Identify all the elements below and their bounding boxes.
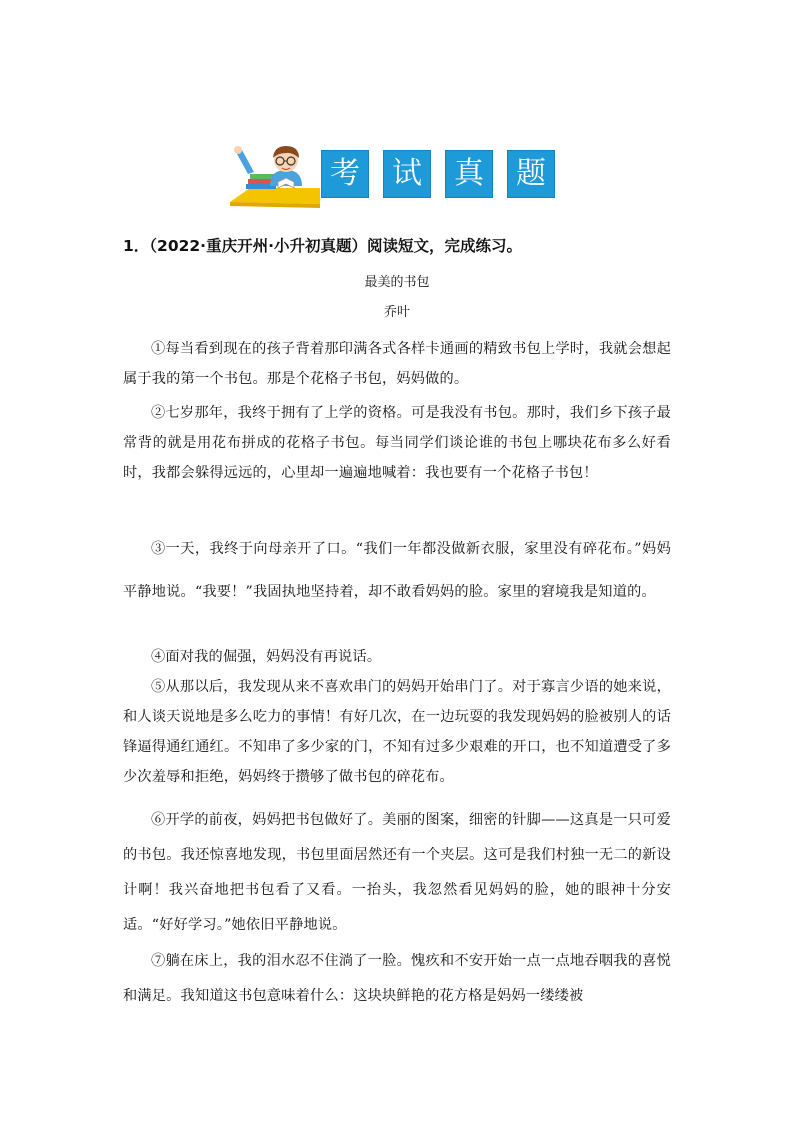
banner-title-char: 试 xyxy=(383,150,431,198)
article-paragraph: ①每当看到现在的孩子背着那印满各式各样卡通画的精致书包上学时，我就会想起属于我的第一个书包。那是个花格子书包，妈妈做的。 xyxy=(123,341,671,387)
article-title: 最美的书包 xyxy=(364,275,430,290)
article-author: 乔叶 xyxy=(383,305,410,320)
student-reading-books-illustration xyxy=(228,144,320,208)
article-paragraph: ⑤从那以后，我发现从来不喜欢串门的妈妈开始串门了。对于寡言少语的她来说，和人谈天说地是多么吃力的事情！有好几次，在一边玩耍的我发现妈妈的脸被别人的话锋逼得通红通红。不知串了多少家的门，不知有过多少艰难的开口，也不知道遭受了多少次羞辱和拒绝，妈妈终于攒够了做书包的碎花布。 xyxy=(123,679,671,785)
article-paragraph: ④面对我的倔强，妈妈没有再说话。 xyxy=(151,649,382,665)
article-paragraph: ③一天，我终于向母亲开了口。“我们一年都没做新衣服，家里没有碎花布。”妈妈平静地说。“我要！”我固执地坚持着，却不敢看妈妈的脸。家里的窘境我是知道的。 xyxy=(123,541,671,600)
banner-title-char: 题 xyxy=(507,150,555,198)
banner-title-char: 真 xyxy=(445,150,493,198)
banner-title-char: 考 xyxy=(321,150,369,198)
article-paragraph: ⑥开学的前夜，妈妈把书包做好了。美丽的图案，细密的针脚——这真是一只可爱的书包。我还惊喜地发现，书包里面居然还有一个夹层。这可是我们村独一无二的新设计啊！我兴奋地把书包看了又看。一抬头，我忽然看见妈妈的脸，她的眼神十分安适。“好好学习。”她依旧平静地说。 xyxy=(123,812,671,933)
article-paragraph: ②七岁那年，我终于拥有了上学的资格。可是我没有书包。那时，我们乡下孩子最常背的就是用花布拼成的花格子书包。每当同学们谈论谁的书包上哪块花布多么好看时，我都会躲得远远的，心里却一遍遍地喊着：我也要有一个花格子书包！ xyxy=(123,405,671,481)
article-paragraph: ⑦躺在床上，我的泪水忍不住淌了一脸。愧疚和不安开始一点一点地吞咽我的喜悦和满足。我知道这书包意味着什么：这块块鲜艳的花方格是妈妈一缕缕被 xyxy=(123,953,671,1004)
question-heading: 1．（2022·重庆开州·小升初真题）阅读短文，完成练习。 xyxy=(123,237,522,255)
